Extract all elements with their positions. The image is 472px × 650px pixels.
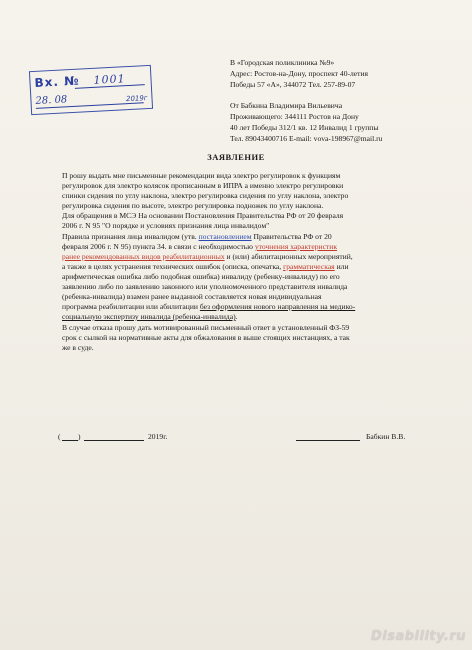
underlined-text: без оформления нового направления на медико- bbox=[199, 302, 356, 311]
recipient-line-2: Адрес: Ростов-на-Дону, проспект 40-летия bbox=[230, 69, 369, 78]
stamp-date: 28. 08 bbox=[35, 94, 68, 107]
body-line: ранее рекомендованных видов реабилитационных и (или) абилитационных мероприятий, bbox=[62, 252, 353, 261]
highlighted-text: грамматическая bbox=[283, 262, 335, 271]
recipient-line-1: В «Городская поликлиника №9» bbox=[230, 58, 335, 67]
sender-line-1: От Бабкина Владимира Вильевича bbox=[230, 101, 343, 110]
body-line: (ребенка-инвалида) взамен ранее выданной составляется новая индивидуальная bbox=[62, 292, 322, 301]
document-title: ЗАЯВЛЕНИЕ bbox=[207, 152, 265, 162]
body-line: февраля 2006 г. N 95) пункта 34. в связи с необходимостью уточнения характеристик bbox=[62, 242, 338, 251]
sender-line-4: Тел. 89043400716 E-mail: vova-198967@mail.ru bbox=[230, 134, 383, 143]
highlighted-text: ранее рекомендованных видов реабилитационных bbox=[62, 252, 225, 261]
body-line: а также в целях устранения технических ошибок (описка, опечатка, грамматическая или bbox=[62, 262, 349, 271]
stamp-year: 2019г bbox=[125, 94, 148, 104]
sender-line-2: Проживающего: 344111 Ростов на Дону bbox=[230, 112, 359, 121]
recipient-line-3: Победы 57 «А», 344072 Тел. 257-89-07 bbox=[230, 80, 356, 89]
date-open-paren: ( bbox=[58, 432, 61, 441]
stamp-label: Вх. № bbox=[34, 73, 80, 90]
signature-blank bbox=[296, 440, 360, 441]
body-line: срок с сылкой на нормативные акты для обжалования в выше стоящих инстанциях, а так bbox=[62, 333, 350, 342]
body-line: социальную экспертизу инвалида (ребенка-инвалида). bbox=[62, 312, 238, 321]
stamp-number: 1001 bbox=[93, 72, 126, 87]
body-line: арифметическая ошибка либо подобная ошибка) инвалиду (ребенку-инвалиду) по его bbox=[62, 272, 340, 281]
body-line: 2006 г. N 95 "О порядке и условиях признания лица инвалидом" bbox=[62, 221, 270, 230]
decree-link[interactable]: постановлением bbox=[198, 232, 252, 241]
underlined-text: социальную экспертизу инвалида (ребенка-инвалида) bbox=[62, 312, 236, 321]
date-month-blank bbox=[84, 440, 144, 441]
body-line: регулировка сидения по высоте, электро регулировка подножек по углу наклона. bbox=[62, 201, 324, 210]
body-line: П рошу выдать мне письменные рекомендации вида электро регулировок к функциям bbox=[62, 171, 341, 180]
highlighted-text: уточнения характеристик bbox=[254, 242, 338, 251]
body-line: спинки сидения по углу наклона, электро регулировка сидения по углу наклона, электро bbox=[62, 191, 349, 200]
body-line: заявлению либо по заявлению законного или уполномоченного представителя инвалида bbox=[62, 282, 348, 291]
signer-name: Бабкин В.В. bbox=[366, 432, 406, 441]
sender-line-3: 40 лет Победы 312/1 кв. 12 Инвалид 1 группы bbox=[230, 123, 379, 132]
body-line: регулировок для электро колясок прописанным в ИПРА а именно электро регулировки bbox=[62, 181, 344, 190]
incoming-stamp bbox=[29, 65, 153, 115]
date-close-paren: ) bbox=[78, 432, 81, 441]
watermark: Disability.ru bbox=[370, 629, 466, 644]
body-line: же в суде. bbox=[62, 343, 94, 352]
body-line: Для обращения в МСЭ На основании Постановления Правительства РФ от 20 февраля bbox=[62, 211, 344, 220]
date-year: 2019г. bbox=[148, 432, 168, 441]
body-line: Правила признания лица инвалидом (утв. постановлением Правительства РФ от 20 bbox=[62, 232, 332, 241]
body-line: В случае отказа прошу дать мотивированный письменный ответ в установленный ФЗ-59 bbox=[62, 323, 350, 332]
body-line: программа реабилитации или абилитации без оформления нового направления на медико- bbox=[62, 302, 356, 311]
date-day-blank bbox=[62, 440, 78, 441]
